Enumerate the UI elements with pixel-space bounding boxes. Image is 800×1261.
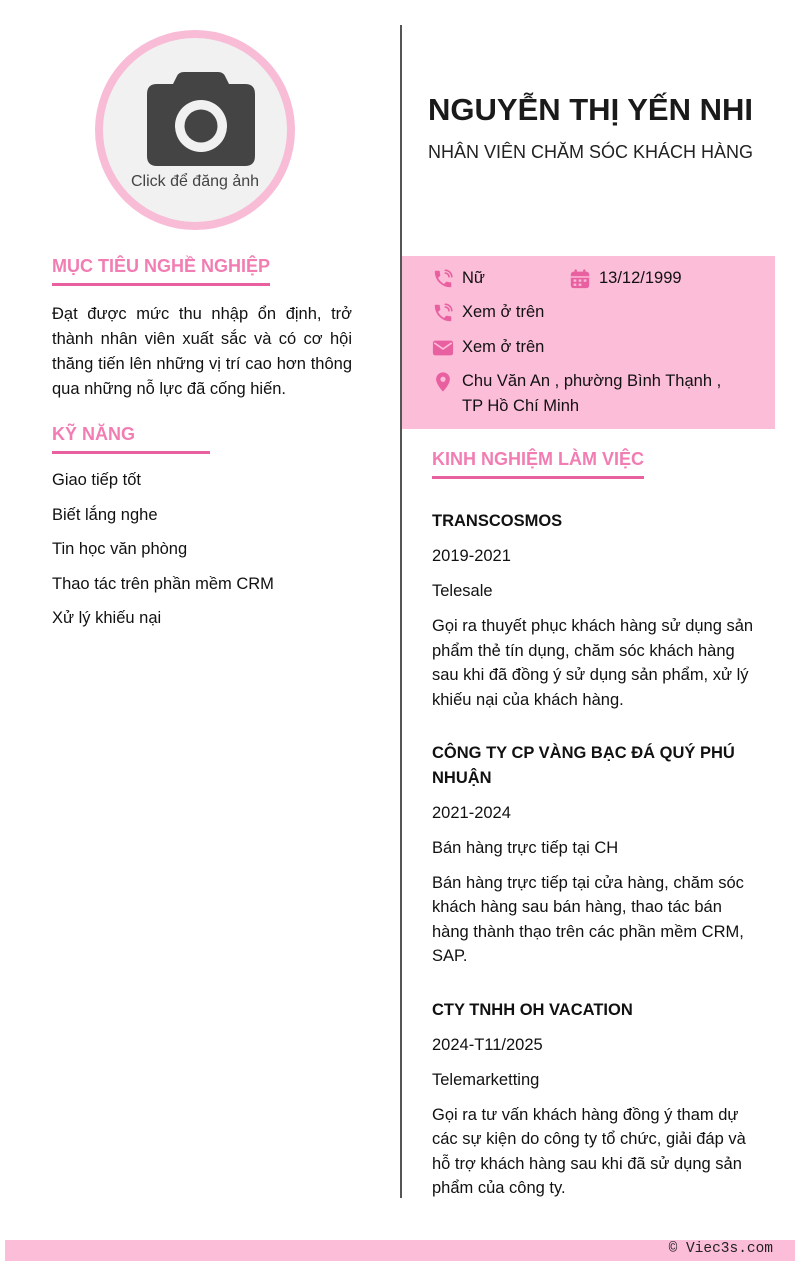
candidate-name: NGUYỄN THỊ YẾN NHI	[428, 92, 753, 127]
left-column	[52, 256, 352, 641]
avatar-caption: Click để đăng ảnh	[130, 173, 260, 190]
email-value: Xem ở trên	[462, 338, 545, 356]
calendar-icon	[569, 268, 591, 290]
job-company: CTY TNHH OH VACATION	[432, 1000, 633, 1019]
footer-credit: © Viec3s.com	[668, 1241, 773, 1257]
gender-value: Nữ	[462, 269, 485, 287]
avatar-upload[interactable]	[95, 30, 295, 230]
skill-item: Giao tiếp tốt	[52, 471, 141, 489]
phone-icon	[432, 302, 454, 324]
experience-title: KINH NGHIỆM LÀM VIỆC	[432, 449, 644, 479]
contact-address	[432, 369, 762, 418]
job-role: Bán hàng trực tiếp tại CH	[432, 838, 619, 857]
job-company: TRANSCOSMOS	[432, 512, 563, 530]
job-period: 2021-2024	[432, 803, 511, 822]
phone-icon	[432, 268, 454, 290]
address-line-1: Chu Văn An , phường Bình Thạnh ,	[462, 372, 722, 390]
skill-item: Tin học văn phòng	[52, 540, 188, 558]
address-line-2: TP Hồ Chí Minh	[462, 396, 580, 415]
job-entry	[432, 741, 762, 969]
job-role: Telesale	[432, 582, 493, 600]
job-entry	[432, 509, 762, 712]
job-entry	[432, 998, 762, 1201]
envelope-icon	[432, 337, 454, 359]
phone-value: Xem ở trên	[462, 303, 545, 321]
contact-birthday	[569, 266, 759, 291]
contact-phone	[432, 300, 752, 325]
contact-email	[432, 335, 752, 360]
objective-title: MỤC TIÊU NGHỀ NGHIỆP	[52, 256, 270, 286]
job-role: Telemarketting	[432, 1070, 540, 1089]
birthday-value: 13/12/1999	[599, 269, 682, 287]
skill-item: Biết lắng nghe	[52, 505, 158, 524]
skills-list	[52, 468, 352, 641]
location-pin-icon	[432, 371, 454, 393]
objective-text: Đạt được mức thu nhập ổn định, trở thành nhân viên xuất sắc và có cơ hội thăng tiến lên những vị trí cao hơn thông qua những nỗ lực đã cống hiến.	[52, 305, 352, 398]
job-description: Bán hàng trực tiếp tại cửa hàng, chăm sóc khách hàng sau bán hàng, thao tác bán hàng thành thạo trên các phần mềm CRM, SAP.	[432, 873, 744, 965]
footer-bar	[5, 1240, 795, 1261]
job-company: CÔNG TY CP VÀNG BẠC ĐÁ QUÝ PHÚ NHUẬN	[432, 744, 735, 787]
job-description: Gọi ra thuyết phục khách hàng sử dụng sản phẩm thẻ tín dụng, chăm sóc khách hàng sau khi đã đồng ý sử dụng sản phẩm, xử lý khiếu nại của khách hàng.	[432, 617, 754, 709]
experience-section	[432, 449, 762, 1201]
camera-icon	[147, 72, 255, 166]
contact-panel	[402, 256, 775, 429]
skill-item: Thao tác trên phần mềm CRM	[52, 574, 274, 593]
job-period: 2019-2021	[432, 547, 511, 565]
column-divider	[400, 25, 402, 1198]
job-title: NHÂN VIÊN CHĂM SÓC KHÁCH HÀNG	[428, 142, 754, 162]
contact-gender	[432, 266, 572, 291]
job-description: Gọi ra tư vấn khách hàng đồng ý tham dự các sự kiện do công ty tổ chức, giải đáp và hỗ trợ khách hàng sau khi đã sử dụng sản phẩm của công ty.	[432, 1105, 746, 1197]
skills-title: KỸ NĂNG	[52, 424, 210, 454]
job-period: 2024-T11/2025	[432, 1035, 543, 1054]
skill-item: Xử lý khiếu nại	[52, 609, 162, 627]
